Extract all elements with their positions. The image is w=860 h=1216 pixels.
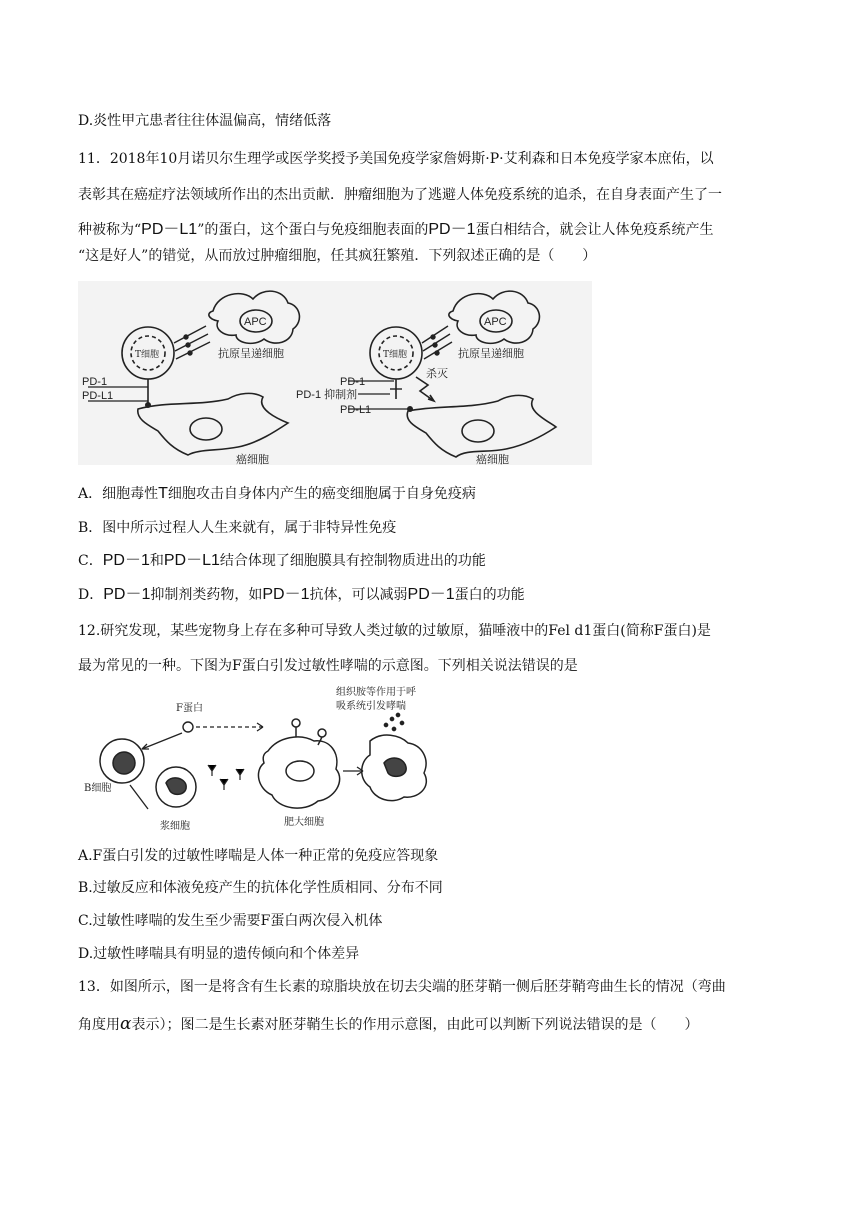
q11-stem-line-2: 表彰其在癌症疗法领域所作出的杰出贡献．肿瘤细胞为了逃避人体免疫系统的追杀，在自身表面产生了一 xyxy=(78,187,722,203)
q13-stem-2c: 表示）；图二是生长素对胚芽鞘生长的作用示意图，由此可以判断下列说法错误的是（ ） xyxy=(131,1017,699,1033)
q13-stem-line-1: 13．如图所示，图一是将含有生长素的琼脂块放在切去尖端的胚芽鞘一侧后胚芽鞘弯曲生长的情况（弯曲 xyxy=(78,979,726,995)
q11-option-d-text-3: 抑制剂类药物，如 xyxy=(150,587,263,603)
q12-option-c[interactable]: C.过敏性哮喘的发生至少需要F蛋白两次侵入机体 xyxy=(78,913,383,929)
left-pd1-label: PD-1 xyxy=(82,376,108,388)
q11-option-c-term-2: PD－L1 xyxy=(163,552,220,569)
right-cancer-label: 癌细胞 xyxy=(476,453,509,465)
q11-stem-line-3 xyxy=(78,220,714,240)
top-note-line-1: 组织胺等作用于呼 xyxy=(336,687,416,698)
q11-option-c[interactable] xyxy=(78,551,486,571)
mast-cell xyxy=(258,719,339,808)
q11-option-d-text-7: 蛋白的功能 xyxy=(454,587,525,603)
q11-stem-line-4: “这是好人”的错觉，从而放过肿瘤细胞，任其疯狂繁殖．下列叙述正确的是（ ） xyxy=(78,248,597,264)
mast-cell-label: 肥大细胞 xyxy=(284,817,324,828)
q11-option-c-text-3: 和 xyxy=(149,553,164,569)
q11-option-d-text-5: 抗体，可以减弱 xyxy=(309,587,408,603)
q11-option-a-text-2: 细胞攻击自身体内产生的癌变细胞属于自身免疫病 xyxy=(167,486,476,502)
q11-option-a-t: T xyxy=(158,485,168,502)
b-cell xyxy=(100,739,144,783)
q12-option-b[interactable]: B.过敏反应和体液免疫产生的抗体化学性质相同、分布不同 xyxy=(78,880,443,896)
left-cancer-label: 癌细胞 xyxy=(236,453,269,465)
f-protein-label: F蛋白 xyxy=(176,703,203,714)
right-t-text: T细胞 xyxy=(383,350,408,360)
alpha-symbol: α xyxy=(120,1014,132,1034)
pd-1-term: PD－1 xyxy=(428,221,476,238)
q11-option-d-term-1: PD－1 xyxy=(103,586,151,603)
q11-stem-3e: 蛋白相结合，就会让人体免疫系统产生 xyxy=(475,222,714,238)
q11-figure xyxy=(78,281,592,465)
q11-option-b[interactable]: B．图中所示过程人人生来就有，属于非特异性免疫 xyxy=(78,520,397,536)
q11-stem-line-1: 11．2018年10月诺贝尔生理学或医学奖授予美国免疫学家詹姆斯·P·艾利森和日本免疫学家本庶佑，以 xyxy=(78,151,714,167)
q12-option-a[interactable]: A.F蛋白引发的过敏性哮喘是人体一种正常的免疫应答现象 xyxy=(78,848,439,864)
right-pd1-label: PD-1 xyxy=(340,376,366,388)
prev-option-d: D.炎性甲亢患者往往体温偏高，情绪低落 xyxy=(78,113,332,129)
left-pdl1-label: PD-L1 xyxy=(82,390,114,402)
q11-option-d-text-1: D． xyxy=(78,587,104,603)
q12-stem-line-1: 12.研究发现，某些宠物身上存在多种可导致人类过敏的过敏原，猫唾液中的Fel d1蛋白(简称F蛋白)是 xyxy=(78,623,711,639)
degranulating-mast-cell xyxy=(362,713,427,800)
q11-stem-3c: ”的蛋白，这个蛋白与免疫细胞表面的 xyxy=(197,222,429,238)
q12-stem-line-2: 最为常见的一种。下图为F蛋白引发过敏性哮喘的示意图。下列相关说法错误的是 xyxy=(78,658,578,674)
q11-option-c-text-1: C． xyxy=(78,553,103,569)
left-apc-label: 抗原呈递细胞 xyxy=(218,347,284,360)
q12-figure xyxy=(78,679,438,835)
q11-option-a-text-1: A．细胞毒性 xyxy=(78,486,159,502)
right-kill-label: 杀灭 xyxy=(426,367,448,380)
q11-option-d-term-2: PD－1 xyxy=(262,586,310,603)
q11-option-c-text-5: 结合体现了细胞膜具有控制物质进出的功能 xyxy=(219,553,486,569)
q11-option-a[interactable] xyxy=(78,484,476,504)
q11-option-d-term-3: PD－1 xyxy=(407,586,455,603)
b-cell-label: B细胞 xyxy=(84,783,112,794)
q11-option-c-term-1: PD－1 xyxy=(102,552,150,569)
pd-l1-term: PD－L1 xyxy=(141,221,198,238)
plasma-cell xyxy=(156,767,196,807)
q13-stem-2a: 角度用 xyxy=(78,1017,120,1033)
left-t-text: T细胞 xyxy=(135,350,160,360)
q11-stem-3a: 种被称为“ xyxy=(78,222,142,238)
q11-option-d[interactable] xyxy=(78,585,525,605)
q13-stem-line-2 xyxy=(78,1014,698,1035)
left-apc-text: APC xyxy=(244,316,267,328)
right-apc-label: 抗原呈递细胞 xyxy=(458,347,524,360)
right-pdl1-label: PD-L1 xyxy=(340,404,372,416)
right-inhibitor-label: PD-1 抑制剂 xyxy=(296,389,358,401)
q12-option-d[interactable]: D.过敏性哮喘具有明显的遗传倾向和个体差异 xyxy=(78,946,360,962)
plasma-cell-label: 浆细胞 xyxy=(160,821,190,832)
right-apc-text: APC xyxy=(484,316,507,328)
top-note-line-2: 吸系统引发哮喘 xyxy=(336,701,406,712)
